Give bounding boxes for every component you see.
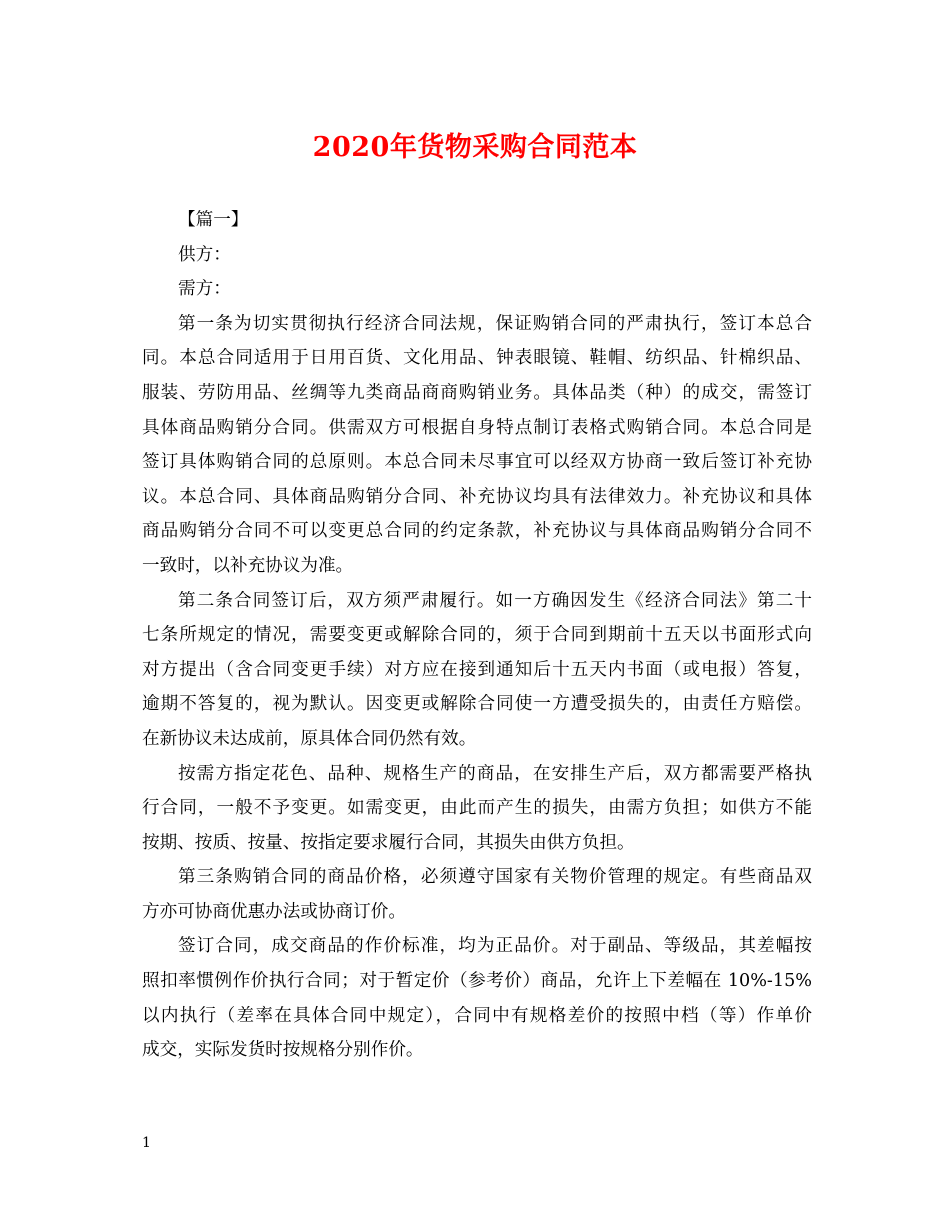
paragraph-line: 照扣率惯例作价执行合同；对于暂定价（参考价）商品，允许上下差幅在 10%-15%	[142, 971, 812, 992]
section-heading: 【篇一】	[178, 210, 249, 230]
paragraph-line: 逾期不答复的，视为默认。因变更或解除合同使一方遭受损失的，由责任方赔偿。	[142, 694, 812, 715]
paragraph-line: 第二条合同签订后，双方须严肃履行。如一方确因发生《经济合同法》第二十	[178, 590, 812, 611]
paragraph-line: 签订合同，成交商品的作价标准，均为正品价。对于副品、等级品，其差幅按	[178, 936, 812, 957]
paragraph-line: 第三条购销合同的商品价格，必须遵守国家有关物价管理的规定。有些商品双	[178, 867, 812, 888]
paragraph-line: 第一条为切实贯彻执行经济合同法规，保证购销合同的严肃执行，签订本总合	[178, 313, 812, 334]
buyer-label: 需方：	[178, 279, 231, 300]
paragraph-line: 服装、劳防用品、丝绸等九类商品商商购销业务。具体品类（种）的成交，需签订	[142, 382, 812, 403]
page-number: 1	[142, 1135, 151, 1151]
paragraph-line: 对方提出（含合同变更手续）对方应在接到通知后十五天内书面（或电报）答复，	[142, 659, 812, 680]
document-body	[142, 203, 812, 1068]
paragraph-line: 成交，实际发货时按规格分别作价。	[142, 1040, 424, 1061]
document-title: 2020年货物采购合同范本	[312, 132, 638, 163]
paragraph-line: 商品购销分合同不可以变更总合同的约定条款，补充协议与具体商品购销分合同不	[142, 521, 812, 542]
paragraph-line: 签订具体购销合同的总原则。本总合同未尽事宜可以经双方协商一致后签订补充协	[142, 452, 812, 473]
paragraph-line: 按需方指定花色、品种、规格生产的商品，在安排生产后，双方都需要严格执	[178, 763, 812, 784]
supplier-label: 供方：	[178, 244, 231, 265]
paragraph-line: 在新协议未达成前，原具体合同仍然有效。	[142, 728, 477, 749]
paragraph-line: 具体商品购销分合同。供需双方可根据自身特点制订表格式购销合同。本总合同是	[142, 417, 812, 438]
paragraph-line: 以内执行（差率在具体合同中规定），合同中有规格差价的按照中档（等）作单价	[142, 1005, 812, 1026]
paragraph-line: 议。本总合同、具体商品购销分合同、补充协议均具有法律效力。补充协议和具体	[142, 486, 812, 507]
paragraph-line: 按期、按质、按量、按指定要求履行合同，其损失由供方负担。	[142, 832, 635, 853]
paragraph-line: 七条所规定的情况，需要变更或解除合同的，须于合同到期前十五天以书面形式向	[142, 625, 812, 646]
paragraph-line: 一致时，以补充协议为准。	[142, 555, 354, 576]
paragraph-line: 行合同，一般不予变更。如需变更，由此而产生的损失，由需方负担；如供方不能	[142, 798, 812, 819]
paragraph-line: 方亦可协商优惠办法或协商订价。	[142, 901, 406, 922]
paragraph-line: 同。本总合同适用于日用百货、文化用品、钟表眼镜、鞋帽、纺织品、针棉织品、	[142, 348, 812, 369]
